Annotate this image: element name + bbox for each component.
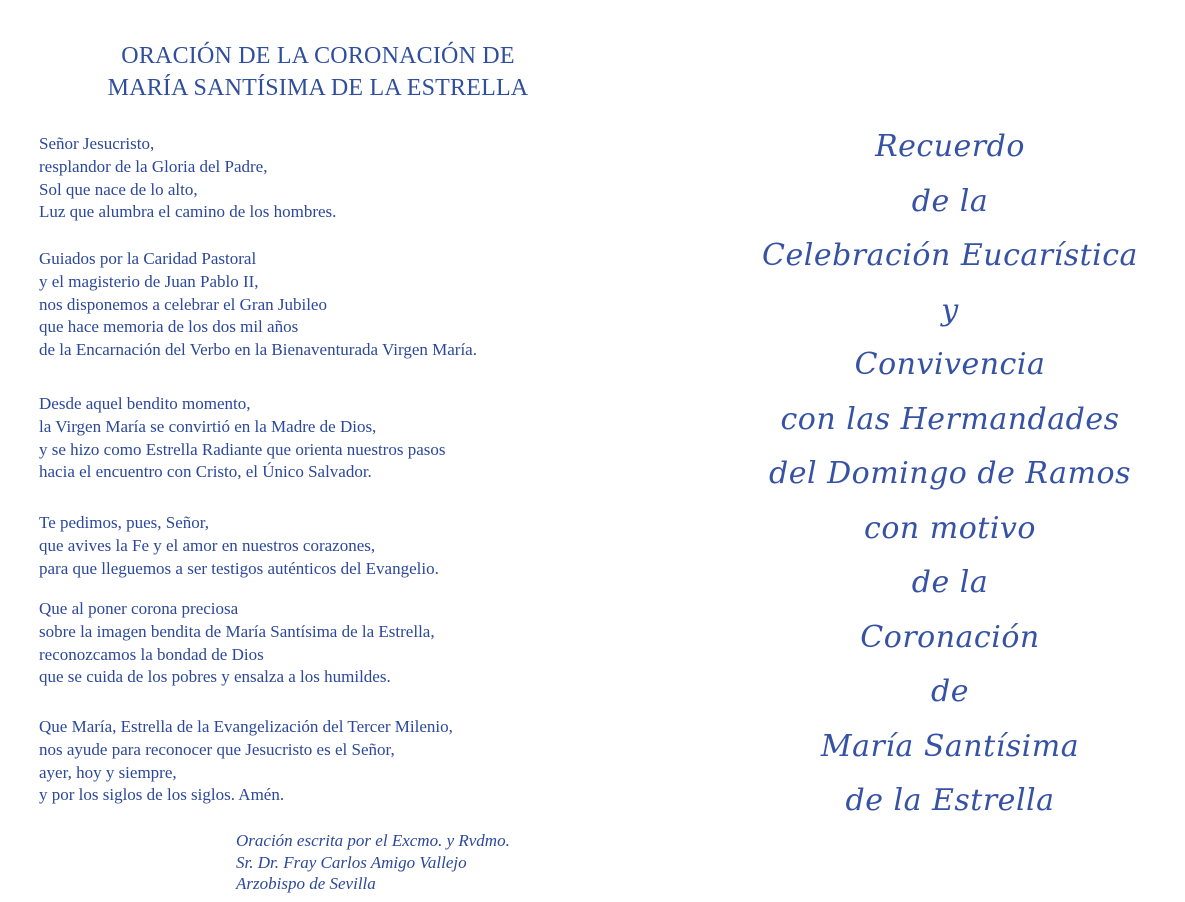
prayer-stanza-4 bbox=[39, 512, 599, 580]
prayer-title-line: MARÍA SANTÍSIMA DE LA ESTRELLA bbox=[107, 75, 529, 101]
stanza-line: la Virgen María se convirtió en la Madre de Dios, bbox=[39, 416, 377, 436]
keepsake-line: de la bbox=[911, 183, 989, 219]
stanza-line: nos disponemos a celebrar el Gran Jubileo bbox=[39, 294, 327, 314]
stanza-line: Que al poner corona preciosa bbox=[39, 599, 239, 618]
stanza-line: hacia el encuentro con Cristo, el Único Salvador. bbox=[39, 462, 372, 482]
stanza-line: que se cuida de los pobres y ensalza a los humildes. bbox=[39, 667, 391, 687]
stanza-line: Te pedimos, pues, Señor, bbox=[39, 513, 209, 532]
stanza-line: resplandor de la Gloria del Padre, bbox=[39, 156, 268, 176]
keepsake-line: de bbox=[931, 674, 969, 709]
keepsake-line: del Domingo de Ramos bbox=[769, 456, 1131, 491]
prayer-stanza-5 bbox=[39, 598, 599, 689]
stanza-line: para que lleguemos a ser testigos auténticos del Evangelio. bbox=[39, 558, 439, 578]
prayer-title bbox=[40, 40, 596, 104]
stanza-line: que avives la Fe y el amor en nuestros corazones, bbox=[39, 535, 376, 555]
keepsake-line: y bbox=[941, 292, 959, 328]
attribution-line: Oración escrita por el Excmo. y Rvdmo. bbox=[236, 831, 510, 850]
keepsake-line: Celebración Eucarística bbox=[762, 238, 1138, 273]
stanza-line: Que María, Estrella de la Evangelización del Tercer Milenio, bbox=[39, 717, 453, 736]
stanza-line: que hace memoria de los dos mil años bbox=[39, 317, 299, 337]
stanza-line: Desde aquel bendito momento, bbox=[39, 394, 251, 413]
prayer-stanza-1 bbox=[39, 133, 599, 224]
stanza-line: sobre la imagen bendita de María Santísima de la Estrella, bbox=[39, 621, 435, 641]
keepsake-line: de la bbox=[911, 565, 989, 600]
stanza-line: de la Encarnación del Verbo en la Bienaventurada Virgen María. bbox=[39, 340, 477, 360]
attribution-line: Sr. Dr. Fray Carlos Amigo Vallejo bbox=[236, 852, 467, 872]
keepsake-line: con motivo bbox=[864, 510, 1036, 546]
stanza-line: Sol que nace de lo alto, bbox=[39, 179, 198, 199]
stanza-line: ayer, hoy y siempre, bbox=[39, 762, 177, 782]
keepsake-line: con las Hermandades bbox=[780, 401, 1120, 437]
keepsake-line: Recuerdo bbox=[875, 129, 1025, 164]
stanza-line: y por los siglos de los siglos. Amén. bbox=[39, 785, 285, 805]
stanza-line: reconozcamos la bondad de Dios bbox=[39, 644, 264, 664]
keepsake-line: Coronación bbox=[860, 619, 1040, 655]
stanza-line: Luz que alumbra el camino de los hombres. bbox=[39, 202, 337, 222]
keepsake-line: de la Estrella bbox=[845, 783, 1055, 818]
prayer-stanza-6 bbox=[39, 716, 599, 807]
prayer-attribution bbox=[236, 830, 596, 895]
prayer-title-line: ORACIÓN DE LA CORONACIÓN DE bbox=[121, 43, 515, 69]
keepsake-line: María Santísima bbox=[820, 728, 1080, 764]
stanza-line: y se hizo como Estrella Radiante que orienta nuestros pasos bbox=[39, 439, 446, 459]
attribution-line: Arzobispo de Sevilla bbox=[236, 874, 376, 893]
prayer-stanza-3 bbox=[39, 393, 599, 484]
stanza-line: y el magisterio de Juan Pablo II, bbox=[39, 271, 259, 291]
prayer-stanza-2 bbox=[39, 248, 599, 362]
stanza-line: nos ayude para reconocer que Jesucristo es el Señor, bbox=[39, 739, 395, 759]
stanza-line: Guiados por la Caridad Pastoral bbox=[39, 249, 257, 268]
stanza-line: Señor Jesucristo, bbox=[39, 134, 155, 153]
keepsake-line: Convivencia bbox=[854, 347, 1046, 382]
keepsake-panel bbox=[740, 120, 1160, 829]
